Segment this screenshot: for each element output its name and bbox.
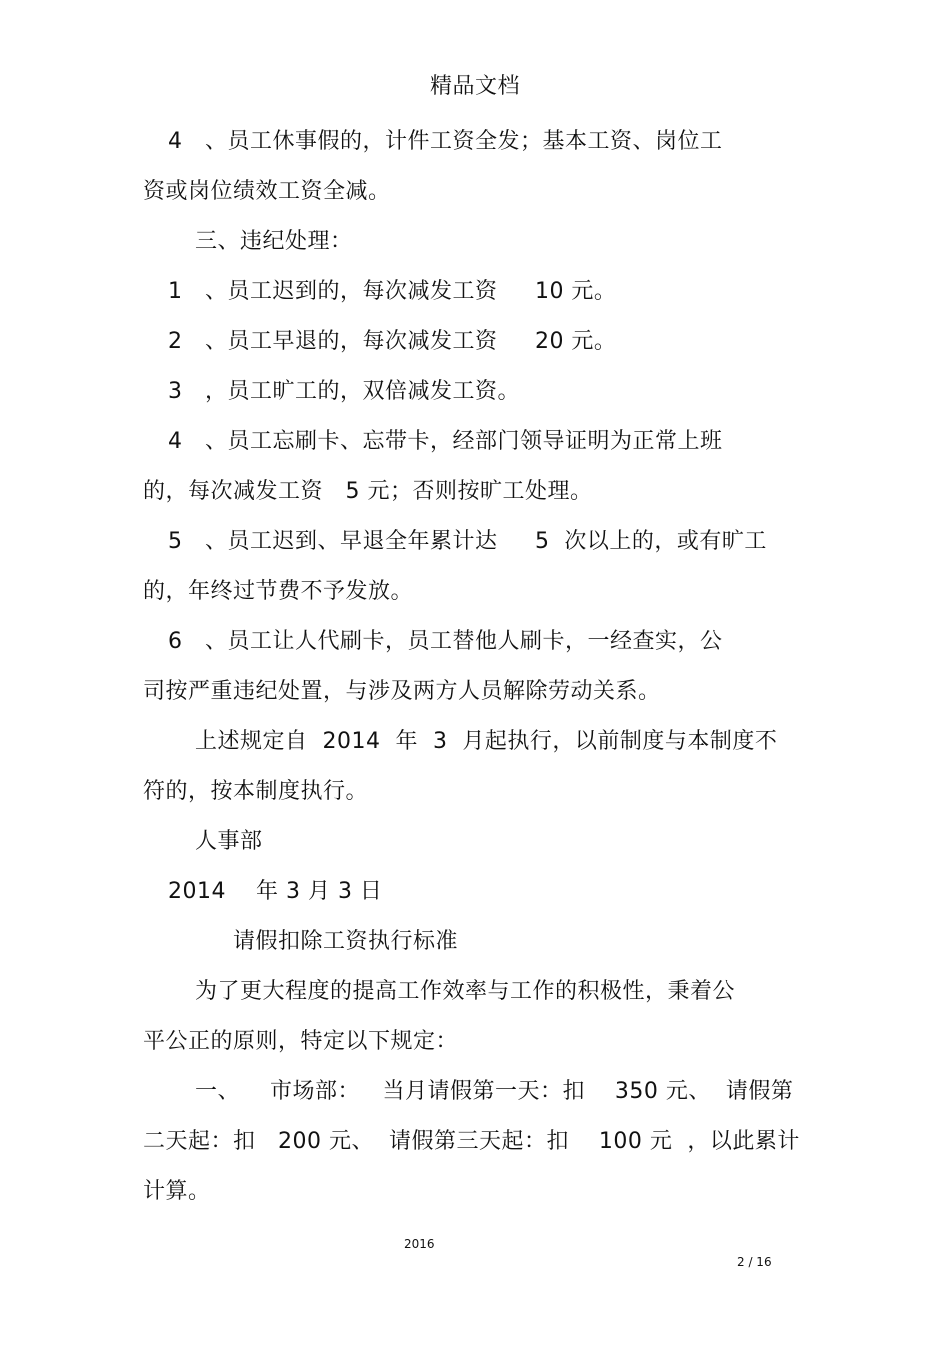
signature-department: 人事部 <box>195 829 263 854</box>
paragraph-line: 2 、员工早退的，每次减发工资 20 元。 <box>168 329 617 354</box>
paragraph-line: 3 ，员工旷工的，双倍减发工资。 <box>168 379 520 404</box>
paragraph-line: 为了更大程度的提高工作效率与工作的积极性，秉着公 <box>195 979 736 1004</box>
page-indicator: 2 / 16 <box>737 1255 772 1269</box>
paragraph-line: 平公正的原则，特定以下规定： <box>143 1029 459 1054</box>
paragraph-line: 1 、员工迟到的，每次减发工资 10 元。 <box>168 279 617 304</box>
paragraph-line: 6 、员工让人代刷卡，员工替他人刷卡，一经查实，公 <box>168 629 723 654</box>
footer-year: 2016 <box>404 1237 435 1251</box>
section-heading: 三、违纪处理： <box>195 229 353 254</box>
paragraph-line: 的，年终过节费不予发放。 <box>143 579 414 604</box>
paragraph-line: 二天起：扣 200 元、 请假第三天起：扣 100 元 ，以此累计 <box>143 1129 800 1154</box>
paragraph-line: 4 、员工休事假的，计件工资全发；基本工资、岗位工 <box>168 129 723 154</box>
page-header-title: 精品文档 <box>429 74 520 99</box>
paragraph-line: 计算。 <box>143 1179 211 1204</box>
paragraph-line: 一、 市场部： 当月请假第一天：扣 350 元、 请假第 <box>195 1079 794 1104</box>
paragraph-line: 4 、员工忘刷卡、忘带卡，经部门领导证明为正常上班 <box>168 429 723 454</box>
paragraph-line: 符的，按本制度执行。 <box>143 779 369 804</box>
paragraph-line: 5 、员工迟到、早退全年累计达 5 次以上的，或有旷工 <box>168 529 767 554</box>
paragraph-line: 资或岗位绩效工资全减。 <box>143 179 391 204</box>
paragraph-line: 司按严重违纪处置，与涉及两方人员解除劳动关系。 <box>143 679 661 704</box>
paragraph-line: 上述规定自 2014 年 3 月起执行，以前制度与本制度不 <box>195 729 778 754</box>
section-title: 请假扣除工资执行标准 <box>233 929 459 954</box>
signature-date: 2014 年 3 月 3 日 <box>168 879 383 904</box>
paragraph-line: 的，每次减发工资 5 元；否则按旷工处理。 <box>143 479 593 504</box>
